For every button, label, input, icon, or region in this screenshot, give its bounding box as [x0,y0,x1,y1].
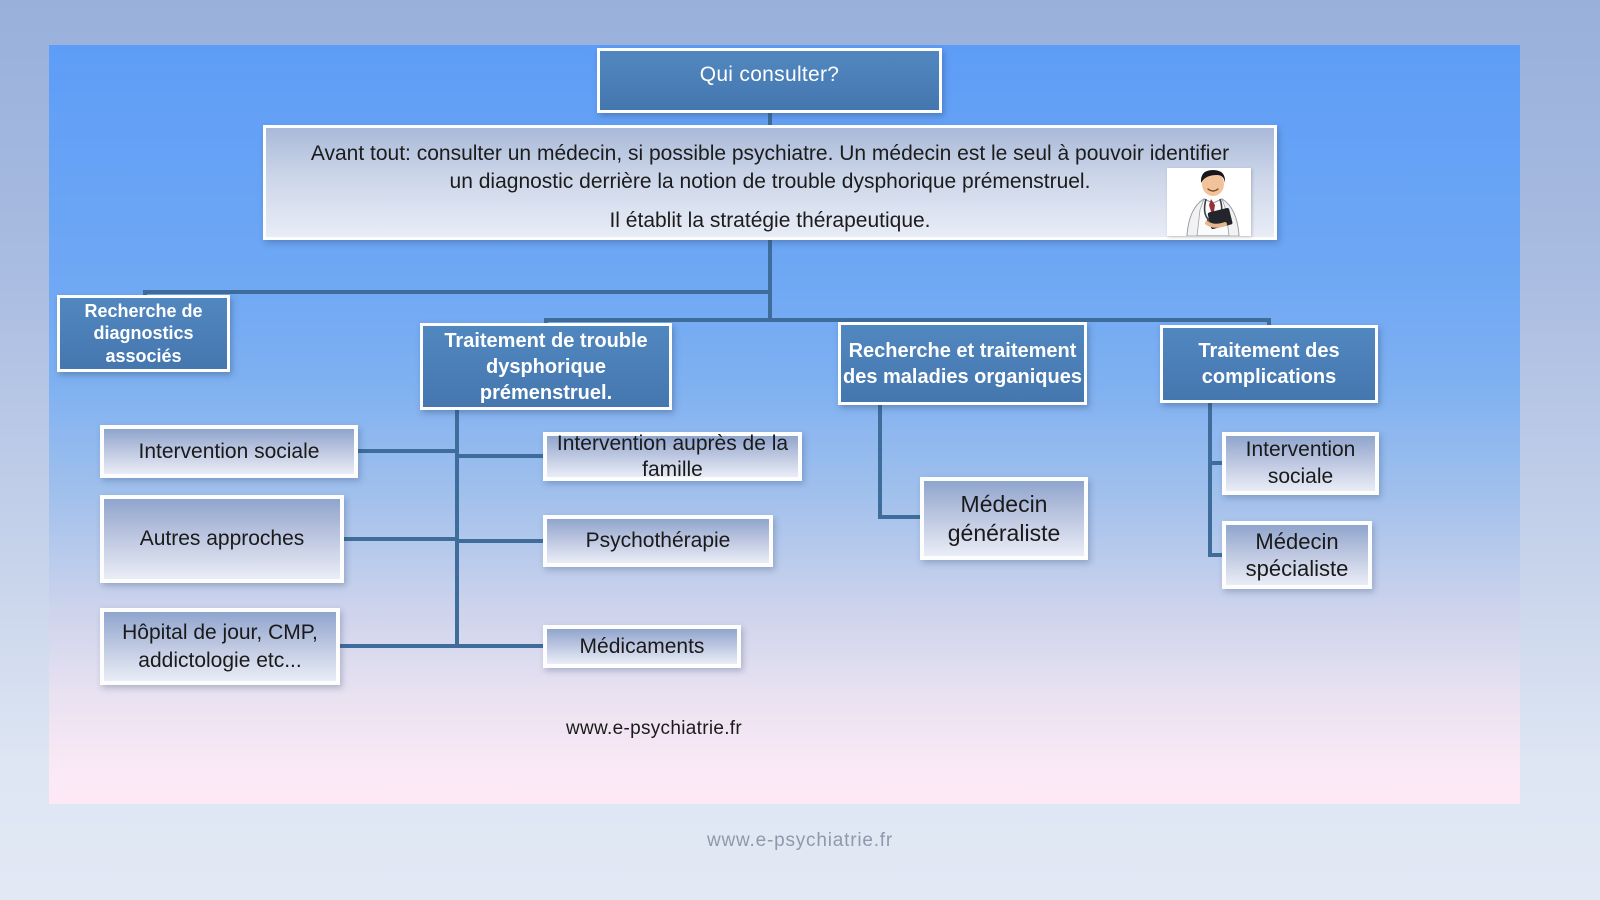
node-traitement-complications [1160,325,1378,403]
node-label: Recherche de diagnostics associés [84,300,203,366]
intro-paragraph-2: Il établit la stratégie thérapeutique. [609,208,931,232]
node-label: Traitement de trouble dysphorique prémenstruel. [444,329,648,404]
node-psychotherapie [543,515,773,567]
connector-line [340,644,457,648]
node-label: Médicaments [579,634,705,658]
node-medecin-generaliste [920,477,1088,560]
node-intervention-sociale [100,425,358,478]
node-autres-approches [100,495,344,583]
intro-text-box [263,125,1277,240]
connector-line [459,539,543,543]
node-intervention-sociale-complications [1222,432,1379,495]
connector-line [1208,403,1212,557]
slide-watermark-url: www.e-psychiatrie.fr [566,718,742,739]
connector-line [455,410,459,648]
connector-line [459,454,543,458]
connector-line [878,405,882,519]
node-label: Qui consulter? [699,63,840,86]
node-label: Traitement des complications [1198,340,1340,388]
node-hopital-de-jour [100,608,340,685]
connector-line [143,290,772,294]
connector-line [356,449,455,453]
node-label: Médecin généraliste [947,490,1061,546]
node-label: Psychothérapie [585,529,731,552]
node-medecin-specialiste [1222,521,1372,589]
node-label: Intervention auprès de la famille [556,432,789,481]
node-recherche-diagnostics [57,295,230,372]
node-qui-consulter [597,48,942,113]
node-label: Médecin spécialiste [1245,528,1349,581]
node-traitement-trouble [420,323,672,410]
footer-url: www.e-psychiatrie.fr [707,830,893,851]
node-medicaments [543,625,741,668]
connector-line [878,515,920,519]
node-label: Autres approches [139,527,305,550]
node-label: Hôpital de jour, CMP, addictologie etc... [122,621,318,672]
node-intervention-famille [543,432,802,481]
node-label: Intervention sociale [1245,438,1356,488]
doctor-clipart-icon [1167,168,1251,236]
node-label: Intervention sociale [138,439,320,463]
connector-line [768,240,772,322]
node-label: Recherche et traitement des maladies organiques [843,339,1082,388]
intro-paragraph: Avant tout: consulter un médecin, si possible psychiatre. Un médecin est le seul à pouvoir identifier un diagnostic derrière la notion de trouble dysphorique prémenstruel. [310,142,1230,194]
connector-line [344,537,455,541]
node-recherche-maladies-organiques [838,322,1087,405]
connector-line [459,644,543,648]
